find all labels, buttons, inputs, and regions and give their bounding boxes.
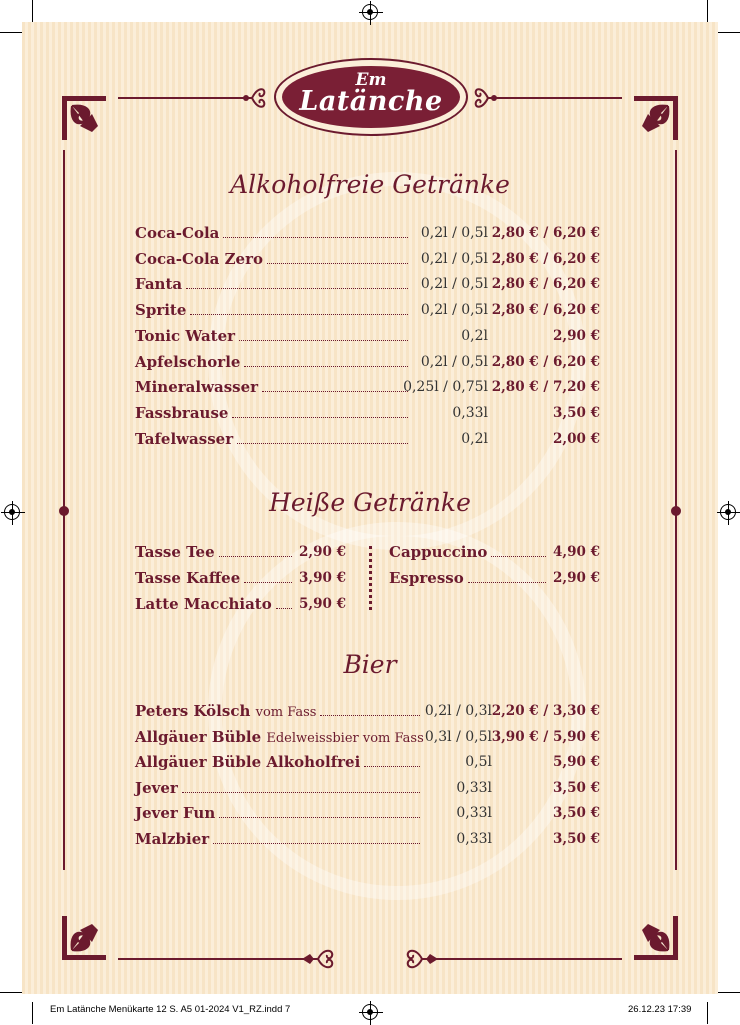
- item-volume: 0,2l: [461, 327, 488, 344]
- soft-drink-row: [135, 325, 600, 347]
- item-subtitle: vom Fass: [255, 705, 317, 720]
- leader-dots: [244, 366, 408, 367]
- footer-timestamp: 26.12.23 17:39: [628, 1004, 692, 1015]
- item-name-text: Jever Fun: [135, 804, 216, 823]
- item-name-text: Tafelwasser: [135, 429, 234, 448]
- flourish-icon: [272, 944, 336, 974]
- leader-dots: [232, 417, 408, 418]
- hot-drink-row: [135, 541, 346, 563]
- soft-drink-row: [135, 402, 600, 424]
- item-price: 2,80 € / 6,20 €: [491, 302, 600, 319]
- leader-dots: [276, 608, 292, 609]
- item-name: [135, 595, 272, 613]
- corner-ornament-icon: [634, 96, 678, 140]
- item-volume: 0,33l: [456, 831, 492, 847]
- item-name: [135, 569, 240, 587]
- item-name-text: Allgäuer Büble: [135, 727, 262, 746]
- logo-line-1: Em: [355, 70, 387, 90]
- item-name-text: Fassbrause: [135, 403, 229, 422]
- item-name-text: Fanta: [135, 275, 183, 294]
- frame-line-top-right: [506, 97, 622, 99]
- leader-dots: [237, 443, 408, 444]
- beer-row: [135, 751, 600, 773]
- leader-dots: [262, 391, 408, 392]
- item-price: 5,90 €: [553, 754, 600, 771]
- item-volume: 0,2l / 0,5l: [420, 225, 488, 241]
- corner-ornament-icon: [62, 916, 106, 960]
- item-price: 3,50 €: [553, 831, 600, 847]
- restaurant-logo: [274, 58, 468, 136]
- item-price: 2,80 € / 6,20 €: [491, 353, 600, 370]
- flourish-icon: [470, 84, 508, 112]
- corner-ornament-icon: [634, 916, 678, 960]
- item-name: [135, 250, 263, 268]
- beer-row: [135, 828, 600, 850]
- leader-dots: [244, 582, 292, 583]
- item-price: 2,20 € / 3,30 €: [491, 703, 600, 719]
- crop-mark: [718, 992, 740, 993]
- item-name: [389, 543, 487, 561]
- item-name: [135, 378, 258, 396]
- item-price: 2,90 €: [553, 570, 600, 586]
- item-volume: 0,3l / 0,5l: [424, 728, 492, 745]
- item-name: [135, 430, 233, 448]
- item-name: [135, 353, 240, 371]
- item-name: [135, 404, 228, 422]
- item-volume: 0,5l: [465, 754, 492, 771]
- leader-dots: [219, 556, 292, 557]
- beer-row: [135, 726, 600, 748]
- hot-drink-row: [135, 567, 346, 589]
- item-price: 2,80 € / 6,20 €: [491, 225, 600, 241]
- hot-drink-row: [135, 593, 346, 615]
- item-volume: 0,33l: [456, 779, 492, 796]
- item-volume: 0,2l / 0,3l: [424, 703, 492, 719]
- soft-drink-row: [135, 273, 600, 295]
- leader-dots: [223, 237, 408, 238]
- item-volume: 0,2l / 0,5l: [420, 353, 488, 370]
- item-price: 3,50 €: [553, 404, 600, 421]
- item-name: [135, 301, 186, 319]
- frame-line-bottom-left: [118, 958, 288, 960]
- item-name: [135, 224, 219, 242]
- item-name: [135, 804, 215, 822]
- beer-row: [135, 700, 600, 722]
- footer-file-info: Em Latänche Menükarte 12 S. A5 01-2024 V1_RZ.indd 7: [50, 1004, 291, 1015]
- crop-mark: [0, 992, 22, 993]
- leader-dots: [190, 314, 408, 315]
- leader-dots: [239, 340, 408, 341]
- leader-dots: [320, 715, 420, 716]
- item-volume: 0,33l: [452, 404, 488, 421]
- item-price: 2,90 €: [299, 544, 346, 560]
- item-name-text: Sprite: [135, 301, 187, 320]
- item-name-text: Tasse Kaffee: [135, 569, 241, 587]
- leader-dots: [491, 556, 546, 557]
- section-title-soft-drinks: Alkoholfreie Getränke: [230, 170, 510, 199]
- corner-ornament-icon: [62, 96, 106, 140]
- hot-drink-row: [389, 541, 600, 563]
- item-name: [135, 275, 182, 293]
- item-volume: 0,2l / 0,5l: [420, 250, 488, 267]
- frame-line-top-left: [118, 97, 234, 99]
- item-name-text: Allgäuer Büble Alkoholfrei: [135, 753, 361, 772]
- soft-drink-row: [135, 351, 600, 373]
- leader-dots: [186, 288, 408, 289]
- crop-mark: [718, 32, 740, 33]
- section-title-beer: Bier: [343, 650, 397, 679]
- item-name-text: Espresso: [389, 569, 464, 587]
- soft-drink-row: [135, 428, 600, 450]
- item-name: [135, 702, 316, 720]
- registration-mark-icon: [362, 1004, 378, 1020]
- item-price: 2,80 € / 6,20 €: [491, 250, 600, 267]
- beer-row: [135, 802, 600, 824]
- item-name-text: Latte Macchiato: [135, 595, 272, 613]
- item-name: [135, 779, 178, 797]
- item-name: [135, 543, 215, 561]
- beer-row: [135, 777, 600, 799]
- leader-dots: [267, 263, 408, 264]
- item-name-text: Jever: [135, 778, 178, 797]
- item-name: [135, 753, 360, 771]
- flourish-icon: [404, 944, 468, 974]
- soft-drink-row: [135, 248, 600, 270]
- soft-drink-row: [135, 299, 600, 321]
- item-price: 3,90 €: [299, 570, 346, 586]
- leader-dots: [364, 766, 420, 767]
- item-price: 2,80 € / 6,20 €: [491, 276, 600, 293]
- item-name-text: Peters Kölsch: [135, 702, 251, 720]
- item-name-text: Coca-Cola Zero: [135, 249, 264, 268]
- item-price: 3,90 € / 5,90 €: [491, 728, 600, 745]
- item-name-text: Coca-Cola: [135, 224, 220, 242]
- crop-mark: [32, 0, 33, 22]
- item-name: [135, 830, 209, 848]
- logo-line-2: Latänche: [299, 86, 443, 117]
- item-name-text: Tasse Tee: [135, 543, 215, 561]
- item-name-text: Mineralwasser: [135, 378, 259, 397]
- item-price: 3,50 €: [553, 779, 600, 796]
- item-name: [135, 728, 424, 746]
- item-price: 2,90 €: [553, 327, 600, 344]
- hot-drink-row: [389, 567, 600, 589]
- leader-dots: [219, 817, 420, 818]
- frame-line-bottom-right: [452, 958, 622, 960]
- item-price: 2,00 €: [553, 430, 600, 447]
- item-price: 4,90 €: [553, 544, 600, 560]
- crop-mark: [707, 1002, 708, 1024]
- item-name: [389, 569, 464, 587]
- soft-drink-row: [135, 376, 600, 398]
- item-volume: 0,2l: [461, 430, 488, 447]
- logo-badge: [282, 66, 460, 128]
- leader-dots: [213, 843, 420, 844]
- leader-dots: [182, 792, 420, 793]
- leader-dots: [468, 582, 546, 583]
- crop-mark: [707, 0, 708, 22]
- item-name-text: Tonic Water: [135, 326, 236, 345]
- item-volume: 0,33l: [456, 805, 492, 822]
- registration-mark-icon: [362, 4, 378, 20]
- item-name-text: Malzbier: [135, 830, 210, 848]
- section-title-hot-drinks: Heiße Getränke: [269, 488, 471, 517]
- item-volume: 0,25l / 0,75l: [403, 379, 488, 396]
- flourish-icon: [232, 84, 270, 112]
- item-volume: 0,2l / 0,5l: [420, 302, 488, 319]
- crop-mark: [0, 32, 22, 33]
- item-price: 2,80 € / 7,20 €: [491, 379, 600, 396]
- crop-mark: [32, 1002, 33, 1024]
- soft-drink-row: [135, 222, 600, 244]
- column-divider: [369, 546, 372, 610]
- item-volume: 0,2l / 0,5l: [420, 276, 488, 293]
- item-name-text: Apfelschorle: [135, 352, 241, 371]
- item-name-text: Cappuccino: [389, 543, 488, 561]
- item-price: 5,90 €: [299, 596, 346, 612]
- item-name: [135, 327, 235, 345]
- item-subtitle: Edelweissbier vom Fass: [266, 730, 424, 746]
- item-price: 3,50 €: [553, 805, 600, 822]
